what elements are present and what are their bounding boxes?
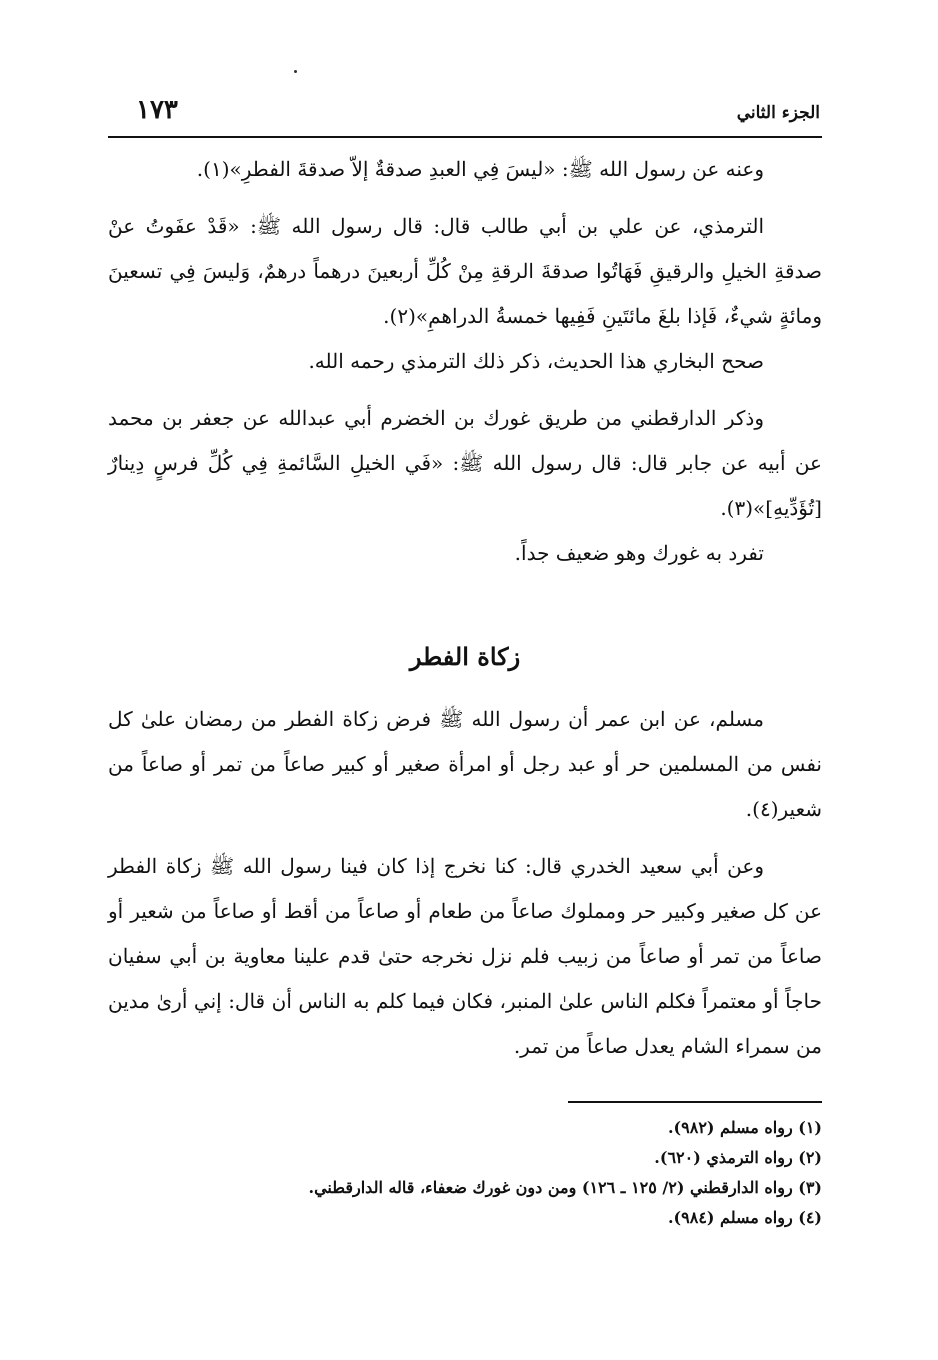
footnote-1: (١) رواه مسلم (٩٨٢). xyxy=(667,1118,822,1137)
footnotes xyxy=(108,1113,822,1233)
paragraph-6: مسلم، عن ابن عمر أن رسول الله ﷺ فرض زكاة الفطر من رمضان علىٰ كل نفس من المسلمين حر أو عبد رجل أو امرأة صغير أو كبير صاعاً من تمر أو صاعاً من شعير(٤). xyxy=(108,707,823,821)
section-title: الجزء الثاني xyxy=(736,103,820,123)
footnote-4: (٤) رواه مسلم (٩٨٤). xyxy=(667,1208,822,1227)
page-number: ١٧٣ xyxy=(136,95,178,125)
paragraph-7: وعن أبي سعيد الخدري قال: كنا نخرج إذا كان فينا رسول الله ﷺ زكاة الفطر عن كل صغير وكبير حر ومملوك صاعاً من طعام أو صاعاً من أقط أو صاعاً من شعير أو صاعاً من تمر أو صاعاً من زبيب فلم نزل نخرجه حتىٰ قدم علينا معاوية بن أبي سفيان حاجاً أو معتمراً فكلم الناس علىٰ المنبر، فكان فيما كلم به الناس أن قال: إني أرىٰ مدين من سمراء الشام يعدل صاعاً من تمر. xyxy=(108,854,822,1058)
footnote-3: (٣) رواه الدارقطني (٢/ ١٢٥ ـ ١٢٦) ومن دون غورك ضعفاء، قاله الدارقطني. xyxy=(308,1178,822,1197)
footnote-2: (٢) رواه الترمذي (٦٢٠). xyxy=(654,1148,822,1167)
main-text xyxy=(108,147,822,1069)
paragraph-1: وعنه عن رسول الله ﷺ: «ليسَ فِي العبدِ صدقةٌ إلاّ صدقةَ الفطرِ»(١). xyxy=(196,157,764,181)
paragraph-3: صحح البخاري هذا الحديث، ذكر ذلك الترمذي رحمه الله. xyxy=(308,349,764,373)
paragraph-5: تفرد به غورك وهو ضعيف جداً. xyxy=(514,541,764,565)
paragraph-4: وذكر الدارقطني من طريق غورك بن الخضرم أبي عبدالله عن جعفر بن محمد عن أبيه عن جابر قال: قال رسول الله ﷺ: «فَي الخيلِ السَّائمةِ فِي كُلِّ فرسٍ دِينارٌ [تُؤَدِّيهِ]»(٣). xyxy=(108,406,822,520)
header-rule xyxy=(108,136,822,138)
running-header xyxy=(108,95,822,135)
print-speck xyxy=(294,70,297,73)
section-heading: زكاة الفطر xyxy=(409,642,521,671)
paragraph-2: الترمذي، عن علي بن أبي طالب قال: قال رسول الله ﷺ: «قَدْ عفَوتُ عنْ صدقةِ الخيلِ والرقيقِ فَهَاتُوا صدقةَ الرقةِ مِنْ كُلِّ أربعينَ درهماً درهمٌ، وَليسَ فِي تسعينَ ومائةٍ شيءٌ، فَإذا بلغَ مائتَينِ فَفِيها خمسةُ الدراهمِ»(٢). xyxy=(108,214,822,328)
footnote-rule xyxy=(568,1101,822,1103)
